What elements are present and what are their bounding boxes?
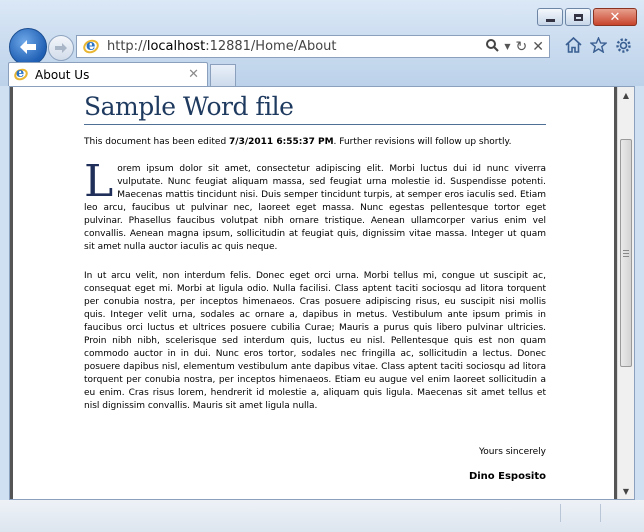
back-button[interactable] [9, 28, 47, 66]
address-bar[interactable] [76, 35, 550, 58]
favorites-star-icon[interactable] [590, 37, 607, 58]
page-title: Sample Word file [84, 92, 546, 125]
tab-about-us[interactable] [8, 62, 208, 86]
scroll-thumb[interactable] [620, 139, 632, 367]
forward-arrow-icon [54, 42, 68, 54]
refresh-icon[interactable]: ↻ [515, 38, 528, 55]
new-tab-button[interactable] [210, 64, 236, 86]
stop-icon[interactable]: ✕ [532, 38, 544, 55]
edited-date: 7/3/2011 6:55:37 PM [229, 137, 334, 147]
gear-icon[interactable] [615, 37, 632, 58]
signer-name: Dino Esposito [468, 471, 546, 482]
back-arrow-icon [18, 38, 38, 56]
edited-notice: This document has been edited 7/3/2011 6:55:37 PM. Further revisions will follow up shortly. [84, 137, 512, 147]
tab-label: About Us [35, 67, 90, 82]
document [84, 87, 546, 482]
search-icon[interactable] [485, 38, 499, 55]
close-window-button[interactable] [593, 8, 637, 26]
ie-logo-icon: e [83, 38, 101, 56]
browser-chrome [0, 0, 644, 86]
tab-close-icon[interactable]: ✕ [188, 67, 199, 82]
paragraph-2: In ut arcu velit, non interdum felis. Donec eget orci urna. Morbi tellus mi, congue ut suscipit ac, consequat eget mi. Morbi at ligula odio. Nulla facilisi. Class aptent taciti sociosqu ad litora torquent per conubia nostra, per inceptos himenaeos. Cras posuere adipiscing risus, eu suscipit nisi mollis quis. Integer velit urna, sodales ac ornare a, dapibus in metus. Vestibulum ante ipsum primis in faucibus orci luctus et ultrices posuere cubilia Curae; Mauris a purus quis libero pulvinar ultricies. Proin nibh nibh, scelerisque sed interdum quis, luctus eu nisl. Pellentesque quis est non quam commodo auctor in in dui. Nunc eros tortor, sodales nec fringilla ac, sollicitudin a lectus. Donec posuere dapibus nisl, elementum vestibulum ante dapibus vitae. Class aptent taciti sociosqu ad litora torquent per conubia nostra, per inceptos himenaeos. Etiam eu augue vel enim laoreet sollicitudin a eu enim. Cras risus lorem, hendrerit id molestie a, aliquam quis ligula. Maecenas sit amet tellus et nisl dignissim convallis. Mauris sit amet ligula nulla. [84, 271, 546, 411]
drop-cap: L [84, 156, 114, 207]
close-icon: ✕ [609, 9, 621, 25]
minimize-button[interactable] [537, 8, 563, 26]
url-text[interactable]: http://localhost:12881/Home/About [107, 39, 337, 54]
home-icon[interactable] [565, 37, 582, 58]
signoff: Yours sincerely [478, 447, 546, 457]
dropdown-icon[interactable]: ▼ [504, 41, 511, 51]
scroll-down-arrow[interactable]: ▼ [622, 486, 630, 496]
paragraph-1: Lorem ipsum dolor sit amet, consectetur adipiscing elit. Morbi luctus dui id nunc viverra vulputate. Nunc feugiat aliquam massa, sed feugiat urna molestie id. Suspendisse potenti. Maecenas mattis tincidunt nisi. Duis semper tincidunt turpis, at semper eros iaculis sed. Etiam leo arcu, faucibus ut pulvinar nec, laoreet eget massa. Nunc egestas pellentesque tortor eget pulvinar. Phasellus faucibus volutpat nibh ornare tristique. Aenean ullamcorper varius enim vel convallis. Aenean magna ipsum, sollicitudin at feugiat quis, dignissim vitae massa. Integer ut quam sit amet nulla auctor iaculis ac quis neque. [84, 156, 546, 252]
vertical-scrollbar[interactable] [617, 87, 634, 499]
status-bar [0, 500, 644, 532]
forward-button[interactable] [48, 35, 74, 61]
window-controls [535, 8, 637, 26]
ie-logo-icon: e [14, 67, 30, 83]
minimize-icon [546, 19, 555, 22]
tab-strip [0, 62, 644, 86]
scroll-up-arrow[interactable]: ▲ [622, 90, 630, 100]
maximize-icon [574, 14, 583, 21]
maximize-button[interactable] [565, 8, 591, 26]
page-viewport [9, 86, 635, 500]
